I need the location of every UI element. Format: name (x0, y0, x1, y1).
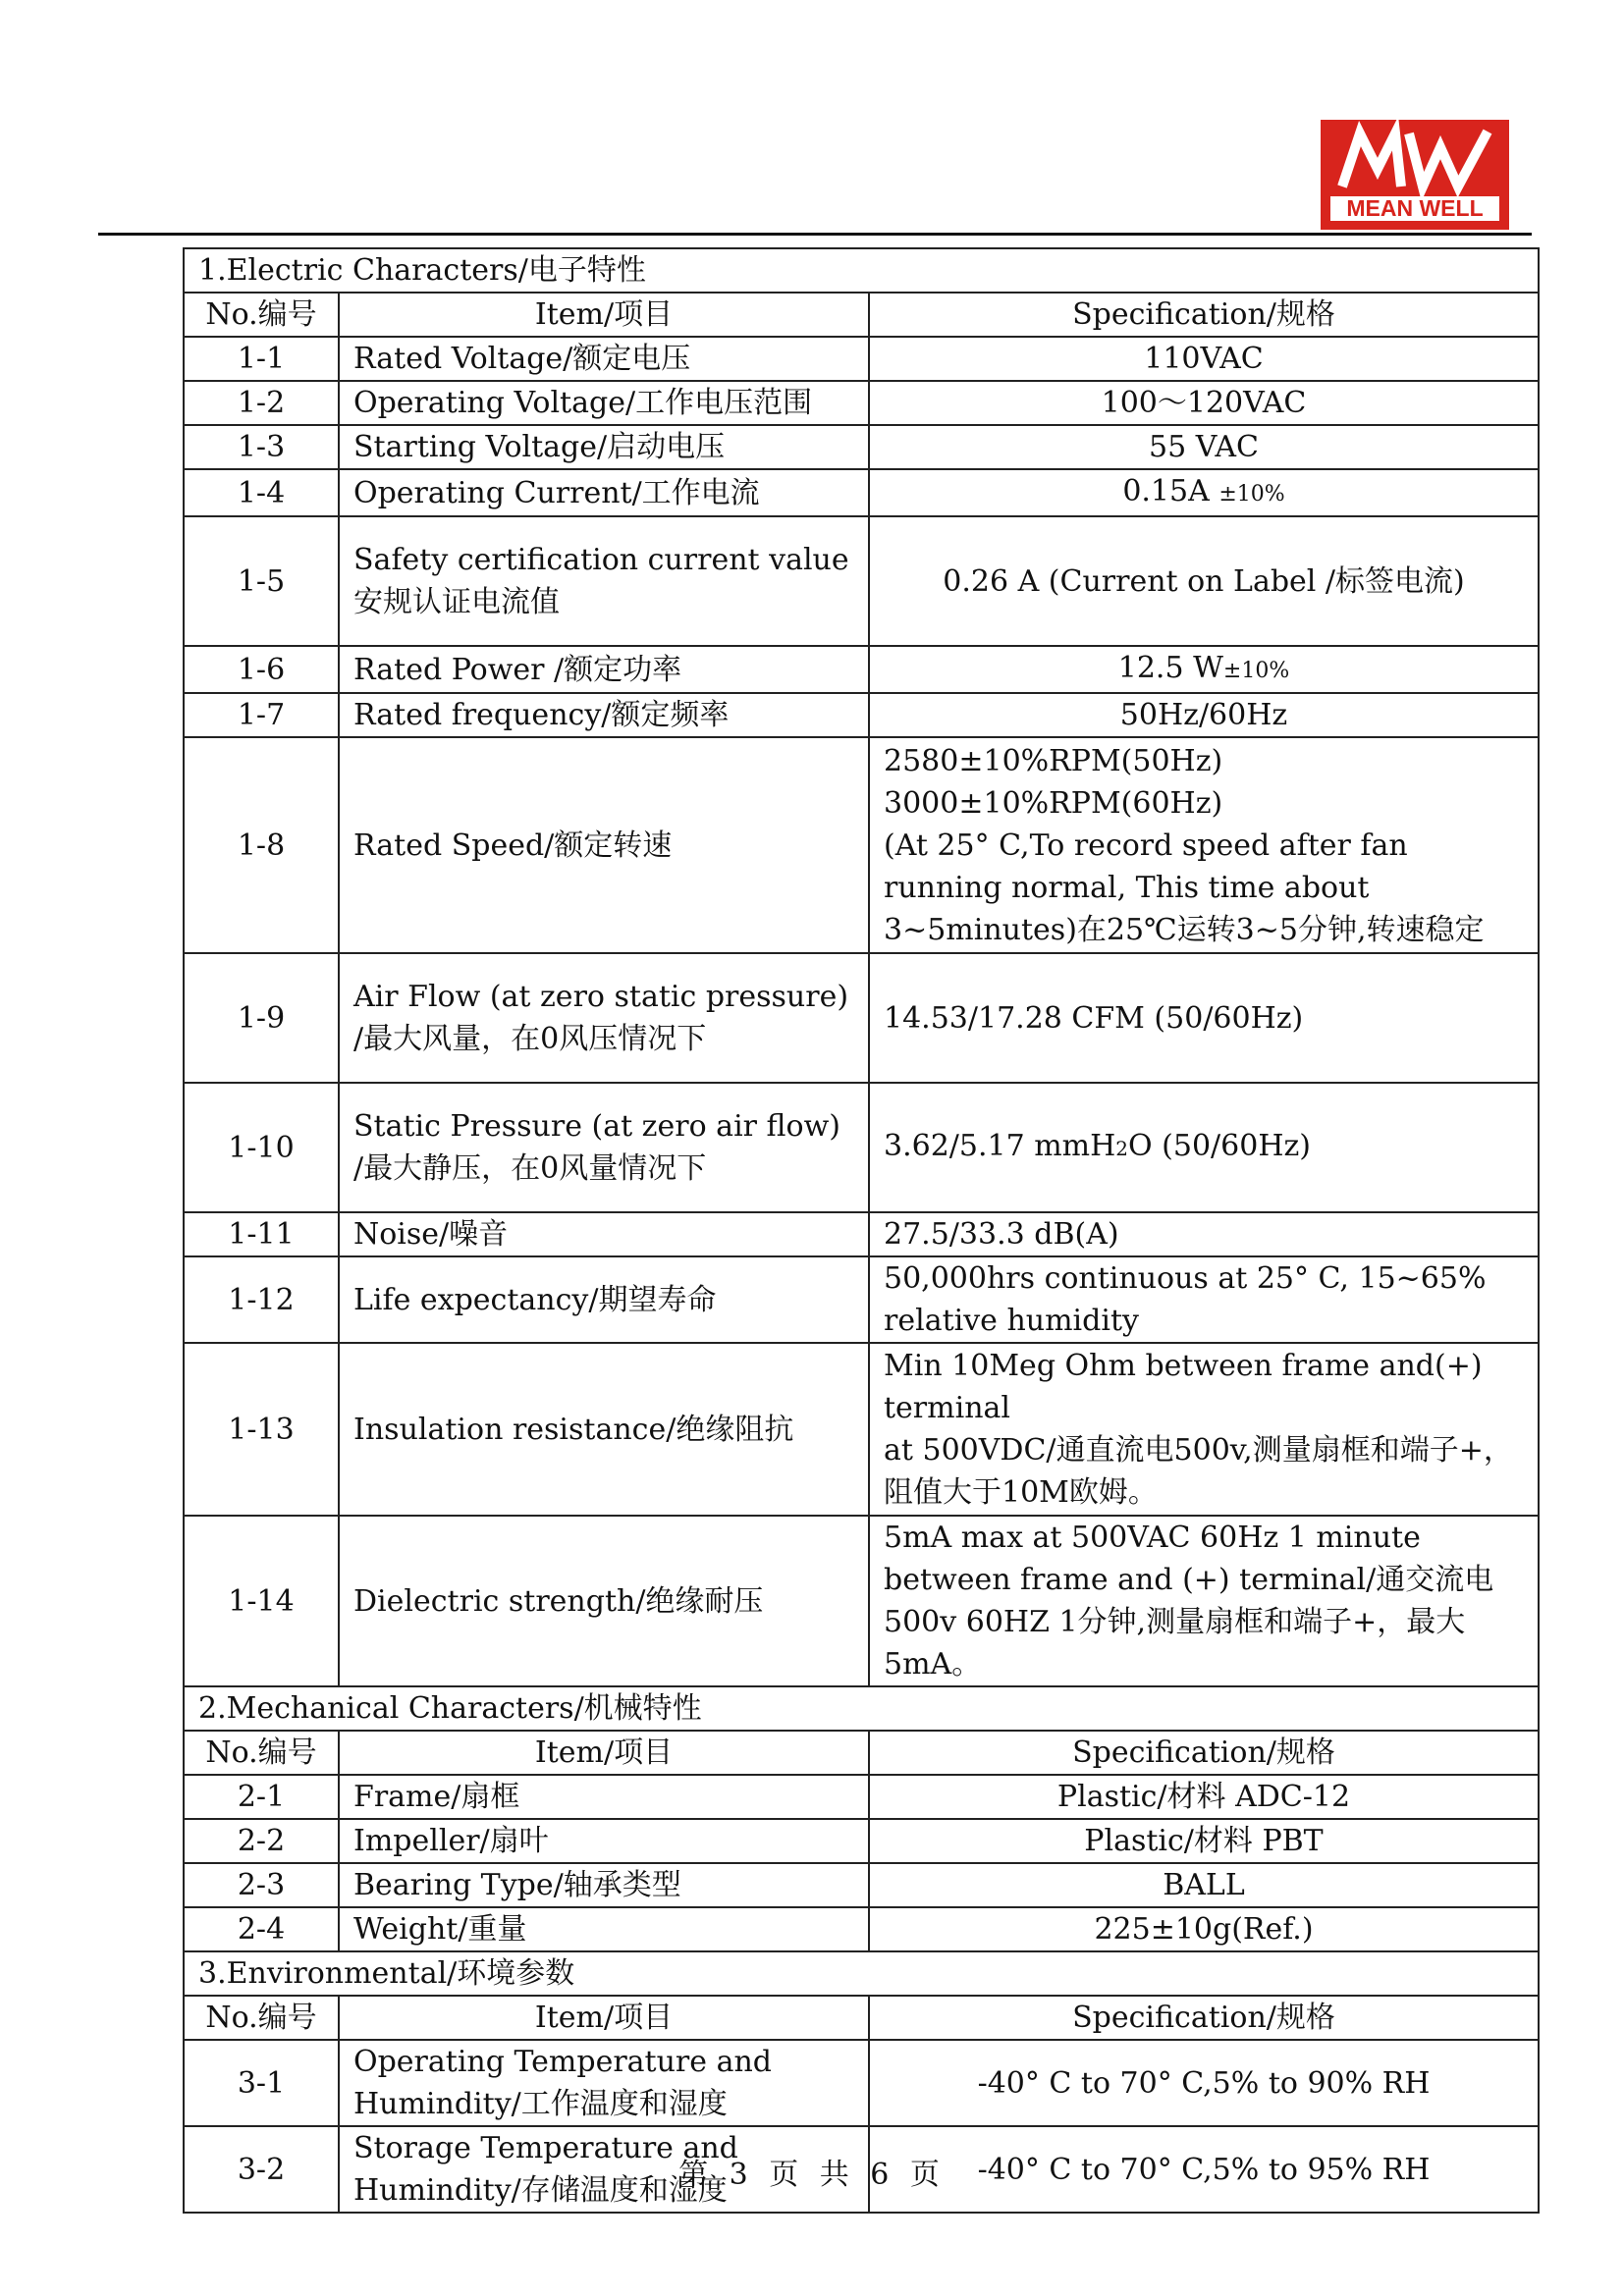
row-no: 1-8 (184, 737, 339, 953)
table-row (184, 1256, 1539, 1343)
row-no: 1-3 (184, 425, 339, 469)
row-item: Rated frequency/额定频率 (339, 693, 869, 737)
row-item: Operating Current/工作电流 (339, 469, 869, 516)
row-no: 1-7 (184, 693, 339, 737)
table-row (184, 381, 1539, 425)
row-item: Life expectancy/期望寿命 (339, 1256, 869, 1343)
tolerance: ±10% (1222, 659, 1290, 683)
section-row (184, 1951, 1539, 1996)
row-spec: -40° C to 70° C,5% to 95% RH (869, 2126, 1539, 2213)
section-row (184, 248, 1539, 293)
row-spec: BALL (869, 1863, 1539, 1907)
spec-value-a: 3.62/5.17 mmH (884, 1129, 1116, 1163)
table-row (184, 693, 1539, 737)
table-row (184, 1819, 1539, 1863)
row-spec: 55 VAC (869, 425, 1539, 469)
row-spec (869, 469, 1539, 516)
row-item: Operating Temperature and Humindity/工作温度和湿度 (339, 2040, 869, 2126)
col-header-no: No.编号 (184, 1731, 339, 1775)
row-item: Impeller/扇叶 (339, 1819, 869, 1863)
row-no: 1-12 (184, 1256, 339, 1343)
row-item: Safety certification current value 安规认证电流值 (339, 516, 869, 646)
row-no: 1-13 (184, 1343, 339, 1516)
row-no: 1-10 (184, 1083, 339, 1212)
header-rule (98, 233, 1532, 236)
row-item: Static Pressure (at zero air flow) /最大静压，在0风量情况下 (339, 1083, 869, 1212)
col-header-no: No.编号 (184, 1996, 339, 2040)
spec-value-b: O (50/60Hz) (1128, 1129, 1311, 1163)
tolerance: ±10% (1218, 482, 1285, 507)
mw-logo-mark-icon (1321, 120, 1509, 198)
col-header-spec: Specification/规格 (869, 1731, 1539, 1775)
row-item: Rated Voltage/额定电压 (339, 337, 869, 381)
col-header-spec: Specification/规格 (869, 1996, 1539, 2040)
col-header-no: No.编号 (184, 293, 339, 337)
row-item: Noise/噪音 (339, 1212, 869, 1256)
table-row (184, 953, 1539, 1083)
row-item: Operating Voltage/工作电压范围 (339, 381, 869, 425)
section-title-electric: 1.Electric Characters/电子特性 (184, 248, 1539, 293)
row-spec: 27.5/33.3 dB(A) (869, 1212, 1539, 1256)
row-no: 1-2 (184, 381, 339, 425)
spec-subscript: 2 (1115, 1137, 1129, 1160)
row-spec: 50Hz/60Hz (869, 693, 1539, 737)
table-row (184, 1863, 1539, 1907)
table-row (184, 1212, 1539, 1256)
row-spec: 110VAC (869, 337, 1539, 381)
row-spec (869, 1083, 1539, 1212)
row-no: 2-3 (184, 1863, 339, 1907)
header-row (184, 293, 1539, 337)
row-spec: Min 10Meg Ohm between frame and(+) terminal at 500VDC/通直流电500v,测量扇框和端子+，阻值大于10M欧姆。 (869, 1343, 1539, 1516)
header-row (184, 1731, 1539, 1775)
mean-well-logo (1321, 120, 1509, 230)
row-no: 1-9 (184, 953, 339, 1083)
table-row (184, 646, 1539, 693)
row-no: 2-4 (184, 1907, 339, 1951)
row-spec: 225±10g(Ref.) (869, 1907, 1539, 1951)
row-item: Frame/扇框 (339, 1775, 869, 1819)
col-header-item: Item/项目 (339, 293, 869, 337)
row-no: 1-6 (184, 646, 339, 693)
row-item: Insulation resistance/绝缘阻抗 (339, 1343, 869, 1516)
table-row (184, 337, 1539, 381)
table-row (184, 425, 1539, 469)
col-header-item: Item/项目 (339, 1731, 869, 1775)
section-title-mechanical: 2.Mechanical Characters/机械特性 (184, 1686, 1539, 1731)
row-no: 3-1 (184, 2040, 339, 2126)
row-spec: 100～120VAC (869, 381, 1539, 425)
row-no: 1-11 (184, 1212, 339, 1256)
table-row (184, 1775, 1539, 1819)
table-row (184, 1907, 1539, 1951)
row-spec: 2580±10%RPM(50Hz) 3000±10%RPM(60Hz) (At 25° C,To record speed after fan running normal, This time about 3~5minutes)在25℃运转3~5分钟,转速稳定 (869, 737, 1539, 953)
row-no: 1-4 (184, 469, 339, 516)
table-row (184, 2040, 1539, 2126)
row-item: Weight/重量 (339, 1907, 869, 1951)
row-item: Starting Voltage/启动电压 (339, 425, 869, 469)
spec-table (183, 247, 1540, 2214)
row-spec: Plastic/材料 PBT (869, 1819, 1539, 1863)
row-item: Dielectric strength/绝缘耐压 (339, 1516, 869, 1686)
row-spec: 0.26 A (Current on Label /标签电流) (869, 516, 1539, 646)
header-row (184, 1996, 1539, 2040)
row-no: 3-2 (184, 2126, 339, 2213)
row-item: Rated Speed/额定转速 (339, 737, 869, 953)
section-row (184, 1686, 1539, 1731)
row-item: Rated Power /额定功率 (339, 646, 869, 693)
row-spec (869, 646, 1539, 693)
col-header-spec: Specification/规格 (869, 293, 1539, 337)
table-row (184, 737, 1539, 953)
col-header-item: Item/项目 (339, 1996, 869, 2040)
table-row (184, 469, 1539, 516)
row-item: Air Flow (at zero static pressure) /最大风量，在0风压情况下 (339, 953, 869, 1083)
spec-value: 0.15A (1122, 474, 1210, 508)
table-row (184, 1516, 1539, 1686)
logo-text: MEAN WELL (1330, 196, 1499, 221)
row-no: 1-1 (184, 337, 339, 381)
table-row (184, 516, 1539, 646)
section-title-environmental: 3.Environmental/环境参数 (184, 1951, 1539, 1996)
row-item: Storage Temperature and Humindity/存储温度和湿度 (339, 2126, 869, 2213)
row-spec: 5mA max at 500VAC 60Hz 1 minute between frame and (+) terminal/通交流电500v 60HZ 1分钟,测量扇框和端子+，最大5mA。 (869, 1516, 1539, 1686)
row-no: 2-1 (184, 1775, 339, 1819)
row-spec: -40° C to 70° C,5% to 90% RH (869, 2040, 1539, 2126)
row-no: 2-2 (184, 1819, 339, 1863)
spec-value: 12.5 W (1117, 651, 1223, 685)
page-number: 第 3 页 共 6 页 (678, 2158, 946, 2192)
row-no: 1-14 (184, 1516, 339, 1686)
row-spec: 14.53/17.28 CFM (50/60Hz) (869, 953, 1539, 1083)
table-row (184, 1343, 1539, 1516)
table-row (184, 1083, 1539, 1212)
row-spec: 50,000hrs continuous at 25° C, 15~65% relative humidity (869, 1256, 1539, 1343)
row-spec: Plastic/材料 ADC-12 (869, 1775, 1539, 1819)
row-no: 1-5 (184, 516, 339, 646)
row-item: Bearing Type/轴承类型 (339, 1863, 869, 1907)
